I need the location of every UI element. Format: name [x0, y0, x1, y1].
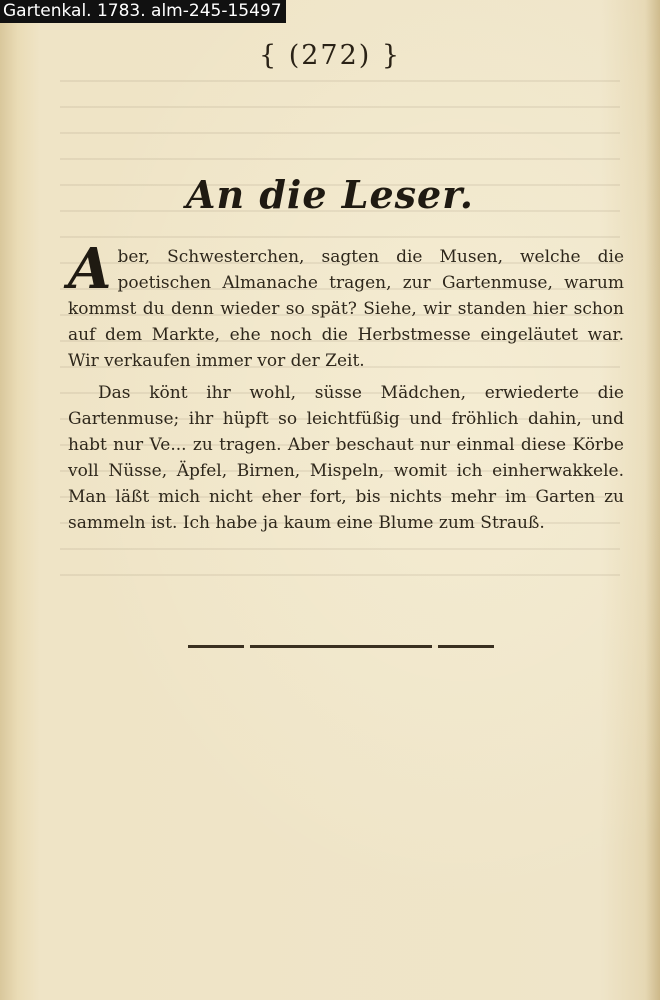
body-text [68, 236, 624, 536]
paragraph-2: Das könt ihr wohl, süsse Mädchen, erwiederte die Gartenmuse; ihr hüpft so leichtfüßig und fröhlich dahin, und habt nur Ve... zu tragen. Aber beschaut nur einmal diese Körbe voll Nüsse, Äpfel, Birnen, Mispeln, womit ich einherwakkele. Man läßt mich nicht eher fort, bis nichts mehr im Garten zu sammeln ist. Ich habe ja kaum eine Blume zum Strauß. [68, 383, 624, 533]
paragraph-1 [68, 236, 624, 374]
page-heading: An die Leser. [186, 172, 474, 217]
closing-rule [188, 645, 494, 648]
source-label: Gartenkal. 1783. alm-245-15497 [0, 0, 286, 23]
page-number: { (272) } [258, 40, 402, 71]
drop-cap: A [68, 236, 112, 302]
paragraph-1-text: ber, Schwesterchen, sagten die Musen, welche die poetischen Almanache tragen, zur Gartenmuse, warum kommst du denn wieder so spät? Siehe, wir standen hier schon auf dem Markte, ehe noch die Herbstmesse eingeläutet war. Wir verkaufen immer vor der Zeit. [68, 247, 624, 371]
